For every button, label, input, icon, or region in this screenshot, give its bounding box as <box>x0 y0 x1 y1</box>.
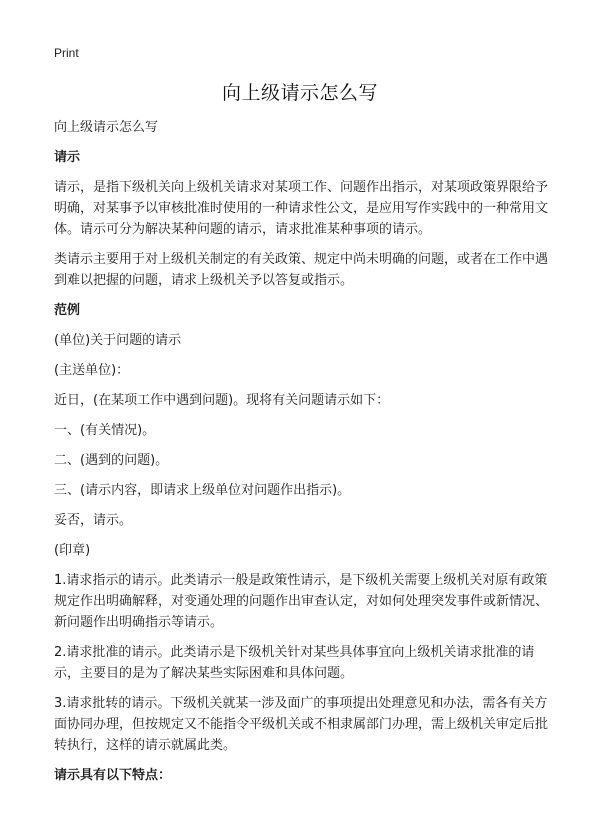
example-line: 一、(有关情况)。 <box>54 423 156 438</box>
section-heading-example: 范例 <box>54 303 81 318</box>
example-line: (单位)关于问题的请示 <box>54 333 182 348</box>
document-body <box>54 117 548 795</box>
paragraph: 2.请求批准的请示。此类请示是下级机关针对某些具体事宜向上级机关请求批准的请示，主要目的是为了解决某些实际困难和具体问题。 <box>54 645 535 681</box>
example-line: 二、(遇到的问题)。 <box>54 453 169 468</box>
example-line: (主送单位)： <box>54 363 130 378</box>
paragraph: 类请示主要用于对上级机关制定的有关政策、规定中尚未明确的问题，或者在工作中遇到难以把握的问题，请求上级机关予以答复或指示。 <box>54 252 549 288</box>
paragraph: 1.请求指示的请示。此类请示一般是政策性请示，是下级机关需要上级机关对原有政策规定作出明确解释，对变通处理的问题作出审查认定，对如何处理突发事件或新情况、新问题作出明确指示等请示。 <box>54 573 549 630</box>
example-line: 妥否，请示。 <box>54 513 133 528</box>
document-subtitle: 向上级请示怎么写 <box>54 120 159 135</box>
page-title: 向上级请示怎么写 <box>221 82 378 104</box>
section-heading-features: 请示具有以下特点： <box>54 768 172 783</box>
example-line: 近日，(在某项工作中遇到问题)。现将有关问题请示如下： <box>54 393 390 408</box>
print-link[interactable]: Print <box>54 46 79 60</box>
paragraph: 3.请求批转的请示。下级机关就某一涉及面广的事项提出处理意见和办法，需各有关方面协同办理，但按规定又不能指令平级机关或不相隶属部门办理，需上级机关审定后批转执行，这样的请示就属此类。 <box>54 696 549 753</box>
example-line: 三、(请示内容，即请求上级单位对问题作出指示)。 <box>54 483 351 498</box>
paragraph: 请示，是指下级机关向上级机关请求对某项工作、问题作出指示，对某项政策界限给予明确，对某事予以审核批准时使用的一种请求性公文，是应用写作实践中的一种常用文体。请示可分为解决某种问题的请示，请求批准某种事项的请示。 <box>54 180 549 237</box>
example-line: (印章) <box>54 543 91 558</box>
section-heading-request: 请示 <box>54 150 81 165</box>
